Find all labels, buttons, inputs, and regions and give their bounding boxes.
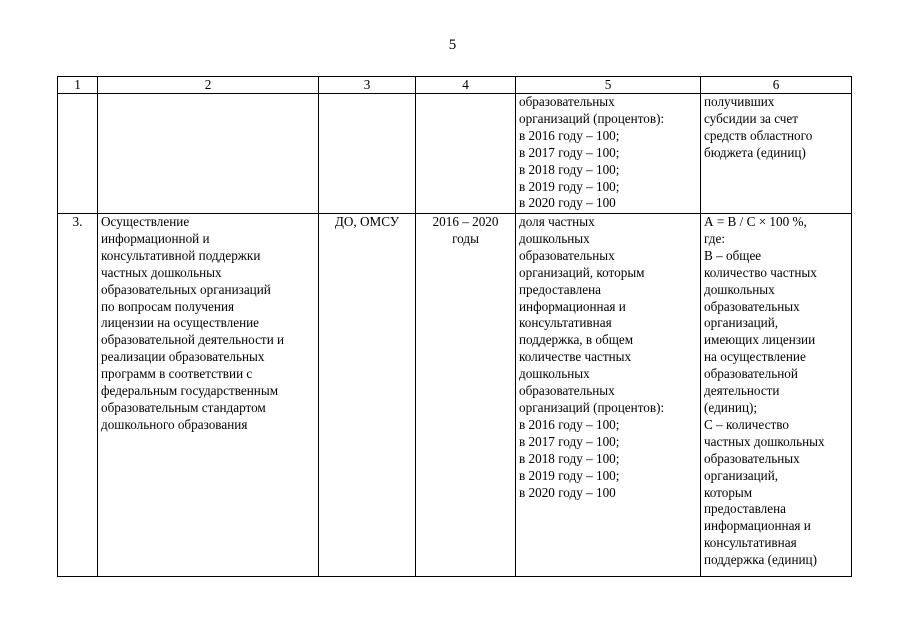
text-line: на осуществление (704, 349, 806, 365)
continuation-row (58, 94, 852, 214)
column-number-row (58, 77, 852, 94)
text-line: в 2020 году – 100 (519, 195, 616, 211)
text-line: образовательным стандартом (101, 399, 266, 415)
text-line: по вопросам получения (101, 298, 235, 314)
measures-table (57, 76, 852, 577)
text-line: образовательных (519, 94, 615, 109)
text-line: в 2016 году – 100; (519, 127, 620, 143)
text-line: 2016 – 2020 (432, 214, 499, 229)
text-line: образовательных (519, 383, 615, 399)
text-line: количество частных (704, 264, 817, 280)
text-line: количестве частных (519, 349, 632, 365)
text-line: образовательных (519, 247, 615, 263)
text-line: организаций, которым (519, 264, 645, 280)
continuation-cell-3 (319, 94, 416, 214)
text-line: в 2017 году – 100; (519, 144, 620, 160)
column-header-1: 1 (58, 77, 98, 94)
text-line: доля частных (519, 214, 595, 229)
text-line: А = В / С × 100 %, (704, 214, 807, 229)
continuation-cell-4 (416, 94, 516, 214)
text-line: дошкольных (519, 366, 590, 382)
text-line: субсидии за счет (704, 110, 799, 126)
text-line: В – общее (704, 247, 762, 263)
column-header-5: 5 (516, 77, 701, 94)
text-line: средств областного (704, 127, 813, 143)
text-line: образовательных (704, 450, 800, 466)
text-line: частных дошкольных (101, 264, 222, 280)
text-line: дошкольного образования (101, 416, 248, 432)
text-line: поддержка, в общем (519, 332, 634, 348)
text-line: (единиц); (704, 399, 758, 415)
text-line: частных дошкольных (704, 433, 825, 449)
text-line: образовательной (704, 366, 798, 382)
text-line: предоставлена (519, 281, 601, 297)
text-line: годы (452, 230, 479, 246)
period-cell (416, 214, 516, 577)
executor-cell: ДО, ОМСУ (319, 214, 416, 577)
text-line: где: (704, 230, 725, 246)
text-line: образовательных (704, 298, 800, 314)
text-line: в 2018 году – 100; (519, 450, 620, 466)
continuation-cell-2 (98, 94, 319, 214)
row-number-cell: 3. (58, 214, 98, 577)
text-line: федеральным государственным (101, 383, 279, 399)
text-line: получивших (704, 94, 775, 109)
indicator-cell (516, 214, 701, 577)
text-line: лицензии на осуществление (101, 315, 260, 331)
text-line: консультативная (704, 535, 797, 551)
column-header-4: 4 (416, 77, 516, 94)
text-line: в 2016 году – 100; (519, 416, 620, 432)
text-line: поддержка (единиц) (704, 552, 818, 568)
text-line: дошкольных (519, 230, 590, 246)
text-line: в 2019 году – 100; (519, 467, 620, 483)
text-line: организаций, (704, 315, 779, 331)
text-line: организаций (процентов): (519, 399, 665, 415)
text-line: Осуществление (101, 214, 190, 229)
page-number: 5 (448, 37, 457, 53)
text-line: которым (704, 484, 753, 500)
text-line: в 2019 году – 100; (519, 178, 620, 194)
continuation-formula-cell (701, 94, 852, 214)
text-line: образовательной деятельности и (101, 332, 285, 348)
text-line: бюджета (единиц) (704, 144, 806, 160)
text-line: организаций (процентов): (519, 110, 665, 126)
text-line: в 2020 году – 100 (519, 484, 616, 500)
text-line: консультативная (519, 315, 612, 331)
text-line: С – количество (704, 416, 789, 432)
text-line: информационная и (704, 518, 811, 534)
text-line: организаций, (704, 467, 779, 483)
text-line: деятельности (704, 383, 780, 399)
formula-cell (701, 214, 852, 577)
text-line: имеющих лицензии (704, 332, 816, 348)
text-line: в 2018 году – 100; (519, 161, 620, 177)
measure-description-cell (98, 214, 319, 577)
column-header-3: 3 (319, 77, 416, 94)
text-line: дошкольных (704, 281, 775, 297)
continuation-indicator-cell (516, 94, 701, 214)
column-header-6: 6 (701, 77, 852, 94)
text-line: консультативной поддержки (101, 247, 261, 263)
measure-row-3 (58, 214, 852, 577)
column-header-2: 2 (98, 77, 319, 94)
text-line: информационная и (519, 298, 626, 314)
text-line: в 2017 году – 100; (519, 433, 620, 449)
continuation-cell-1 (58, 94, 98, 214)
text-line: информационной и (101, 230, 210, 246)
text-line: реализации образовательных (101, 349, 265, 365)
text-line: образовательных организаций (101, 281, 271, 297)
text-line: программ в соответствии с (101, 366, 253, 382)
text-line: предоставлена (704, 501, 786, 517)
